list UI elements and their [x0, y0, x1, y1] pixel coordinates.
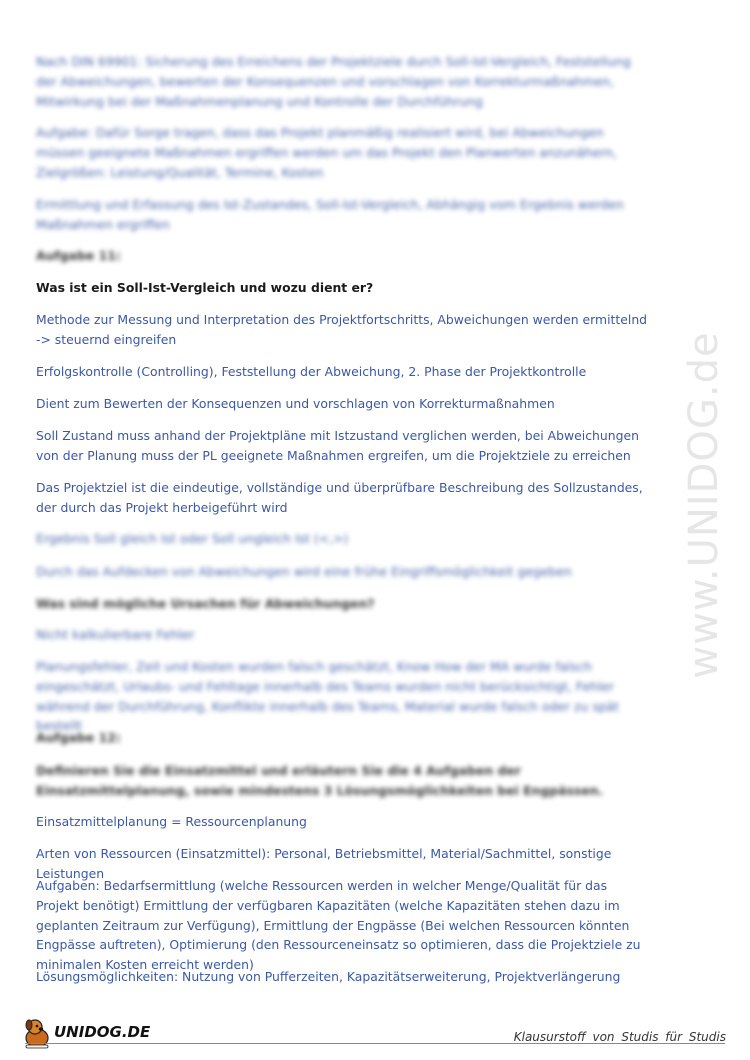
- paragraph-loesungsmoeglichkeiten: Lösungsmöglichkeiten: Nutzung von Pufferzeiten, Kapazitätserweiterung, Projektverlängerung: [36, 969, 621, 984]
- paragraph-bewerten: Dient zum Bewerten der Konsequenzen und vorschlagen von Korrekturmaßnahmen: [36, 396, 555, 411]
- paragraph-planungsfehler: Planungsfehler, Zeit und Kosten wurden falsch geschätzt, Know How der MA wurde falsch eingeschätzt, Urlaubs- und Fehltage innerhalb des Teams wurden nicht berücksichtigt, Fehler während der Durchführung, Konflikte innerhalb des Teams, Material wurde falsch oder zu spät bestellt: [36, 659, 619, 734]
- paragraph-ergebnis: Ergebnis Soll gleich Ist oder Soll ungleich Ist (<,>): [36, 531, 349, 546]
- paragraph-projektziel: Das Projektziel ist die eindeutige, vollständige und überprüfbare Beschreibung des Sollzustandes, der durch das Projekt herbeigeführt wird: [36, 480, 643, 515]
- paragraph-aufgabe-definition: Aufgabe: Dafür Sorge tragen, dass das Projekt planmäßig realisiert wird, bei Abweichungen müssen geeignete Maßnahmen ergriffen werden um das Projekt den Planwerten anzunähern, Zielgrößen: Leistung/Qualität, Termine, Kosten: [36, 125, 617, 180]
- paragraph-methode: Methode zur Messung und Interpretation des Projektfortschritts, Abweichungen werden ermittelnd -> steuernd eingreifen: [36, 312, 648, 347]
- paragraph-erfolgskontrolle: Erfolgskontrolle (Controlling), Feststellung der Abweichung, 2. Phase der Projektkontrolle: [36, 364, 587, 379]
- question-ursachen: Was sind mögliche Ursachen für Abweichungen?: [36, 596, 375, 611]
- logo-text: UNIDOG.DE: [54, 1023, 151, 1041]
- paragraph-din-69901: Nach DIN 69901: Sicherung des Erreichens der Projektziele durch Soll-Ist-Vergleich, Feststellung der Abweichungen, bewerten der Konsequenzen und vorschlagen von Korrekturmaßnahmen, Mitwirkung bei der Maßnahmenplanung und Kontrolle der Durchführung: [36, 54, 631, 109]
- paragraph-arten-ressourcen: Arten von Ressourcen (Einsatzmittel): Personal, Betriebsmittel, Material/Sachmittel, sonstige Leistungen: [36, 846, 612, 881]
- question-soll-ist-vergleich: Was ist ein Soll-Ist-Vergleich und wozu dient er?: [36, 280, 374, 295]
- watermark-text: www.UNIDOG.de: [681, 331, 727, 679]
- paragraph-soll-zustand: Soll Zustand muss anhand der Projektpläne mit Istzustand verglichen werden, bei Abweichungen von der Planung muss der PL geeignete Maßnahmen ergreifen, um die Projektziele zu erreichen: [36, 428, 639, 463]
- dog-mascot-icon: [22, 1016, 54, 1050]
- paragraph-nicht-kalkulierbar: Nicht kalkulierbare Fehler: [36, 627, 195, 642]
- question-einsatzmittel: Definieren Sie die Einsatzmittel und erläutern Sie die 4 Aufgaben der Einsatzmittelplanung, sowie mindestens 3 Lösungsmöglichkeiten bei Engpässen.: [36, 763, 604, 798]
- paragraph-aufgaben: Aufgaben: Bedarfsermittlung (welche Ressourcen werden in welcher Menge/Qualität für das Projekt benötigt) Ermittlung der verfügbaren Kapazitäten (welche Kapazitäten stehen dazu im geplanten Zeitraum zur Verfügung), Ermittlung der Engpässe (Bei welchen Ressourcen könnten Engpässe auftreten), Optimierung (den Ressourceneinsatz so optimieren, dass die Projektziele zu minimalen Kosten erreicht werden): [36, 878, 641, 973]
- paragraph-ist-zustand: Ermittlung und Erfassung des Ist-Zustandes, Soll-Ist-Vergleich, Abhängig vom Ergebnis werden Maßnahmen ergriffen: [36, 197, 624, 232]
- paragraph-einsatzmittelplanung: Einsatzmittelplanung = Ressourcenplanung: [36, 814, 307, 829]
- paragraph-aufdecken: Durch das Aufdecken von Abweichungen wird eine frühe Eingriffsmöglichkeit gegeben: [36, 564, 572, 579]
- unidog-logo: [22, 1016, 152, 1050]
- heading-aufgabe-12: Aufgabe 12:: [36, 730, 121, 745]
- footer-slogan: Klausurstoff von Studis für Studis: [513, 1030, 726, 1044]
- heading-aufgabe-11: Aufgabe 11:: [36, 248, 121, 263]
